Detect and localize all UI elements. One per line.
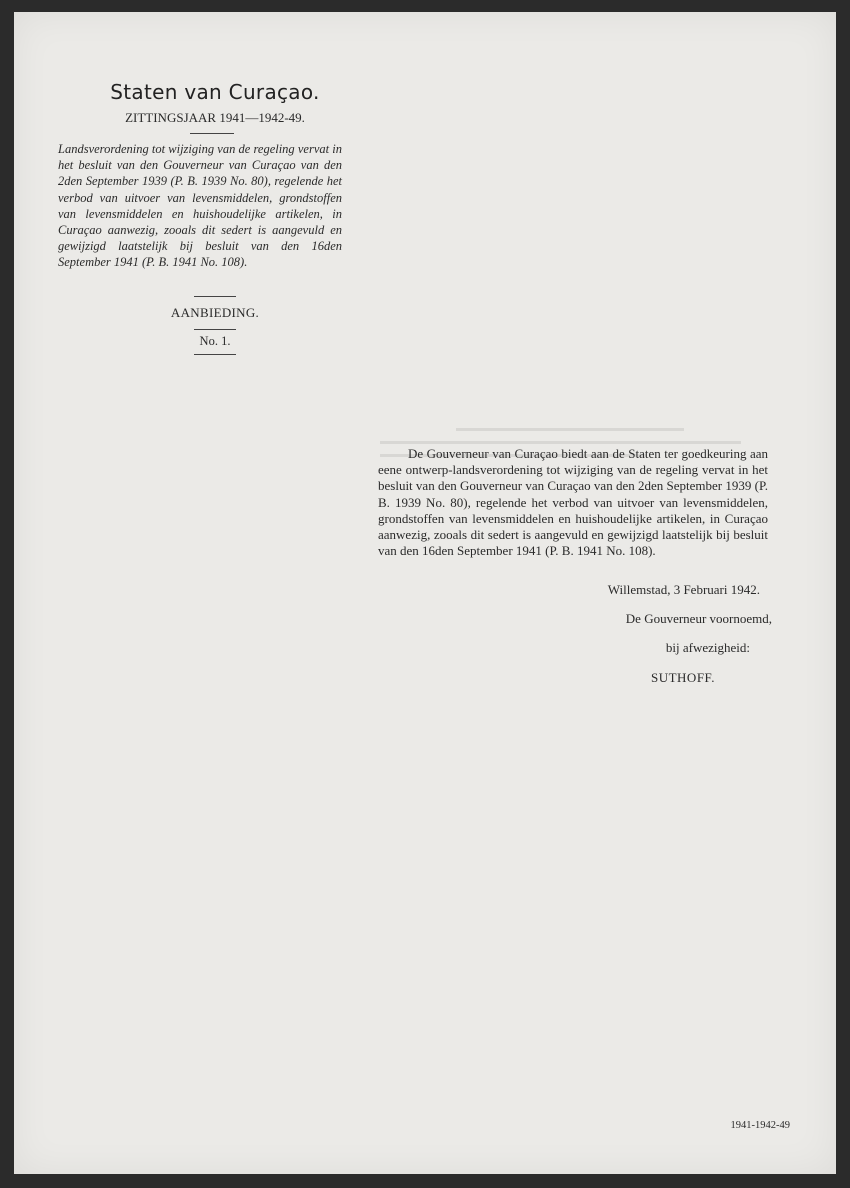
document-type: AANBIEDING.	[170, 305, 260, 320]
divider	[194, 296, 236, 297]
signature: SUTHOFF.	[650, 670, 715, 685]
governor-line: De Gouverneur voornoemd,	[625, 611, 772, 626]
page-title: Staten van Curaçao.	[110, 80, 320, 104]
document-number: No. 1.	[199, 334, 231, 348]
divider	[190, 133, 234, 134]
session-year: ZITTINGSJAAR 1941—1942-49.	[125, 110, 305, 125]
absence-line: bij afwezigheid:	[665, 640, 750, 655]
ordinance-description: Landsverordening tot wijziging van de regeling vervat in het besluit van den Gouverneur van Curaçao van den 2den September 1939 (P. B. 1939 No. 80), regelende het verbod van uitvoer van levensmiddelen, grondstoffen van levensmiddelen en huishoudelijke artikelen, in Curaçao aanwezig, zooals dit sedert is aangevuld en gewijzigd laatstelijk bij besluit van den 16den September 1941 (P. B. 1941 No. 108).	[58, 142, 342, 270]
place-date: Willemstad, 3 Februari 1942.	[607, 582, 760, 597]
divider	[194, 354, 236, 355]
body-paragraph: De Gouverneur van Curaçao biedt aan de Staten ter goedkeuring aan eene ontwerp-landsverordening tot wijziging van de regeling vervat in het besluit van den Gouverneur van Curaçao van den 2den September 1939 (P. B. 1939 No. 80), regelende het verbod van uitvoer van levensmiddelen, grondstoffen van levensmiddelen en huishoudelijke artikelen, in Curaçao aanwezig, zooals dit sedert is aangevuld en gewijzigd laatstelijk bij besluit van den 16den September 1941 (P. B. 1941 No. 108).	[378, 446, 768, 559]
divider	[194, 329, 236, 330]
footer-code: 1941-1942-49	[730, 1120, 790, 1131]
